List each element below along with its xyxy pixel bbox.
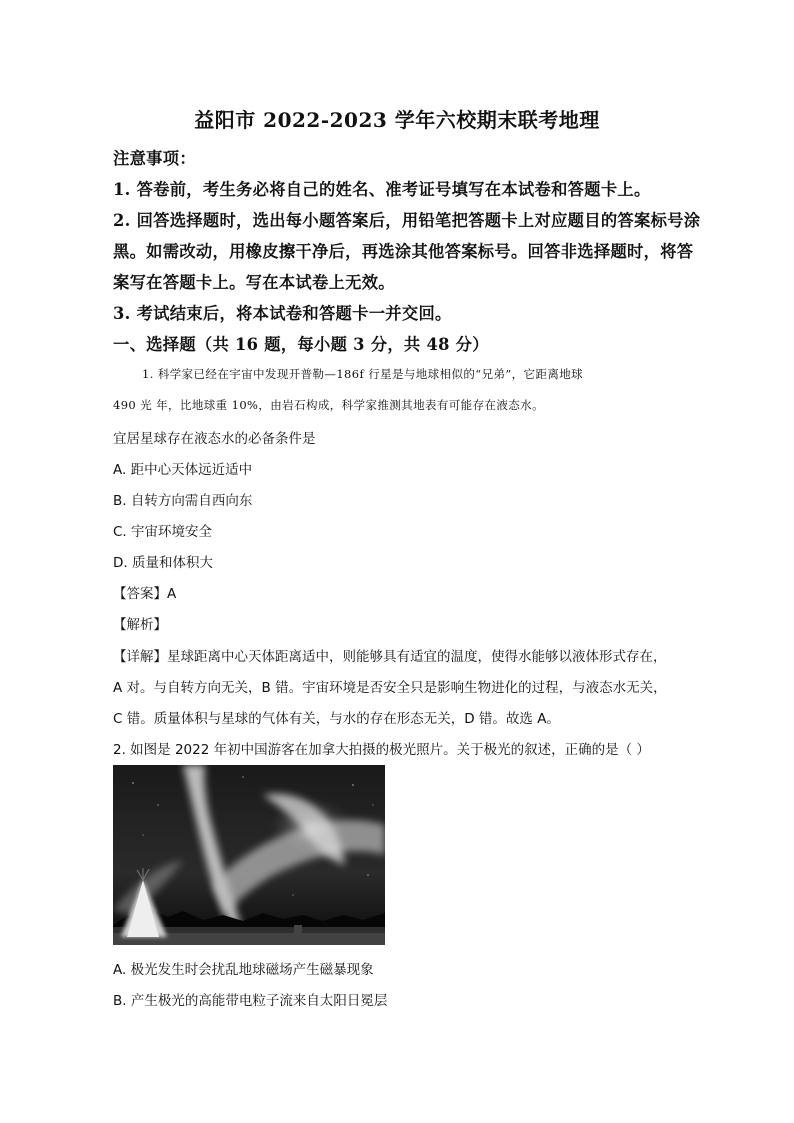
notice-item-2-line-2: 黑。如需改动，用橡皮擦干净后，再选涂其他答案标号。回答非选择题时，将答 (113, 242, 694, 261)
q1-option-d: D. 质量和体积大 (113, 555, 213, 571)
q1-detail-line-2: A 对。与自转方向无关，B 错。宇宙环境是否安全只是影响生物进化的过程，与液态水无关， (113, 680, 667, 696)
notice-item-3: 3. 考试结束后，将本试卷和答题卡一并交回。 (113, 304, 452, 323)
q1-stem-line-1: 1. 科学家已经在宇宙中发现开普勒—186f 行星是与地球相似的“兄弟”，它距离地球 (142, 367, 584, 381)
aurora-image (113, 765, 385, 945)
page-title: 益阳市 2022-2023 学年六校期末联考地理 (194, 108, 600, 132)
q1-option-c: C. 宇宙环境安全 (113, 524, 213, 540)
q1-detail-line-3: C 错。质量体积与星球的气体有关，与水的存在形态无关，D 错。故选 A。 (113, 711, 560, 727)
aurora-photo (113, 765, 385, 945)
q1-option-a: A. 距中心天体远近适中 (113, 462, 253, 478)
q1-question: 宜居星球存在液态水的必备条件是 (113, 431, 316, 447)
q2-option-a: A. 极光发生时会扰乱地球磁场产生磁暴现象 (113, 962, 374, 978)
q1-analysis-label: 【解析】 (113, 617, 167, 633)
q1-option-b: B. 自转方向需自西向东 (113, 493, 253, 509)
notice-heading: 注意事项： (113, 149, 196, 168)
q2-option-b: B. 产生极光的高能带电粒子流来自太阳日冕层 (113, 993, 388, 1009)
q1-detail-line-1: 【详解】星球距离中心天体距离适中，则能够具有适宜的温度，使得水能够以液体形式存在， (113, 649, 667, 665)
notice-item-2-line-1: 2. 回答选择题时，选出每小题答案后，用铅笔把答题卡上对应题目的答案标号涂 (113, 211, 701, 230)
notice-item-1: 1. 答卷前，考生务必将自己的姓名、准考证号填写在本试卷和答题卡上。 (113, 180, 651, 199)
section-heading-choice: 一、选择题（共 16 题，每小题 3 分，共 48 分） (113, 335, 489, 354)
q2-stem: 2. 如图是 2022 年初中国游客在加拿大拍摄的极光照片。关于极光的叙述，正确的是（ ） (113, 742, 650, 758)
notice-item-2-line-3: 案写在答题卡上。写在本试卷上无效。 (113, 273, 395, 292)
q1-answer: 【答案】A (113, 586, 177, 602)
q1-stem-line-2: 490 光 年，比地球重 10%，由岩石构成，科学家推测其地表有可能存在液态水。 (113, 398, 544, 412)
